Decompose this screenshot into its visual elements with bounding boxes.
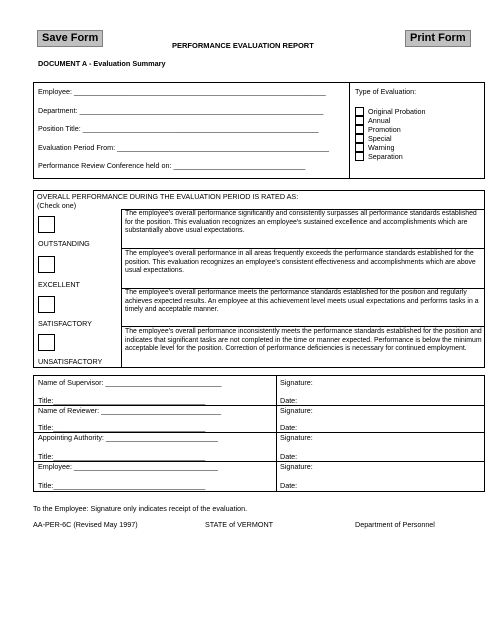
unsatisfactory-checkbox[interactable]	[38, 334, 55, 351]
info-divider	[349, 82, 350, 179]
original-probation-label: Original Probation	[368, 107, 426, 116]
position-title-field[interactable]	[38, 124, 346, 133]
form-number: AA-PER-6C (Revised May 1997)	[33, 520, 138, 529]
rating-row-divider-3	[121, 326, 485, 327]
employee-sign-name-label: Employee:	[38, 462, 72, 471]
review-conference-line: _________________________________	[173, 161, 306, 170]
department-line: _____________________________________________________________	[79, 106, 324, 115]
reviewer-title-line: ______________________________________	[53, 423, 206, 432]
supervisor-name-label: Name of Supervisor:	[38, 378, 104, 387]
supervisor-name-line: _____________________________	[105, 378, 222, 387]
outstanding-checkbox[interactable]	[38, 216, 55, 233]
unsatisfactory-description: The employee's overall performance inconsistently meets the performance standards established for the position and indicates that significant tasks are not completed in the time or manner expected. Performance is below the minimum acceptable level for the position. Correction of performance deficiencies is necessary for continued employment.	[125, 328, 482, 353]
employee-note: To the Employee: Signature only indicates receipt of the evaluation.	[33, 504, 248, 513]
appointing-authority-name-field[interactable]	[38, 433, 274, 442]
position-title-line: ___________________________________________________________	[82, 124, 319, 133]
unsatisfactory-label: UNSATISFACTORY	[38, 357, 103, 366]
supervisor-title-field[interactable]	[38, 396, 274, 405]
employee-label: Employee:	[38, 87, 72, 96]
overall-heading: OVERALL PERFORMANCE DURING THE EVALUATION PERIOD IS RATED AS:	[37, 192, 299, 201]
employee-date-label[interactable]: Date:	[280, 481, 298, 490]
supervisor-signature-label[interactable]: Signature:	[280, 378, 313, 387]
type-of-evaluation-label: Type of Evaluation:	[355, 87, 417, 96]
evaluation-period-line: _____________________________________________________	[117, 143, 329, 152]
save-form-button[interactable]: Save Form	[37, 30, 103, 47]
supervisor-name-field[interactable]	[38, 378, 274, 387]
department-footer-label: Department of Personnel	[355, 520, 435, 529]
page-title: PERFORMANCE EVALUATION REPORT	[172, 41, 314, 50]
employee-name-field[interactable]	[38, 462, 274, 471]
appointing-authority-date-label[interactable]: Date:	[280, 452, 298, 461]
separation-checkbox[interactable]	[355, 152, 364, 161]
supervisor-date-label[interactable]: Date:	[280, 396, 298, 405]
employee-signature-label[interactable]: Signature:	[280, 462, 313, 471]
reviewer-name-line: ______________________________	[101, 406, 222, 415]
state-label: STATE of VERMONT	[205, 520, 274, 529]
check-one-note: (Check one)	[37, 201, 77, 210]
annual-label: Annual	[368, 116, 391, 125]
employee-line: _______________________________________________________________	[73, 87, 326, 96]
annual-checkbox[interactable]	[355, 116, 364, 125]
position-title-label: Position Title:	[38, 124, 81, 133]
warning-label: Warning	[368, 143, 395, 152]
rating-row-divider-1	[121, 248, 485, 249]
promotion-label: Promotion	[368, 125, 401, 134]
excellent-label: EXCELLENT	[38, 280, 80, 289]
special-checkbox[interactable]	[355, 134, 364, 143]
supervisor-title-label: Title:	[38, 396, 54, 405]
employee-title-field[interactable]	[38, 481, 274, 490]
appointing-authority-name-label: Appointing Authority:	[38, 433, 104, 442]
excellent-description: The employee's overall performance in all areas frequently exceeds the performance standards established for the position. This evaluation recognizes an employee's consistent effectiveness and accomplishments which are above usual expectations.	[125, 250, 476, 275]
promotion-checkbox[interactable]	[355, 125, 364, 134]
evaluation-period-label: Evaluation Period From:	[38, 143, 116, 152]
review-conference-label: Performance Review Conference held on:	[38, 161, 172, 170]
appointing-authority-title-field[interactable]	[38, 452, 274, 461]
employee-field[interactable]	[38, 87, 346, 96]
appointing-authority-title-line: ______________________________________	[53, 452, 206, 461]
reviewer-signature-label[interactable]: Signature:	[280, 406, 313, 415]
satisfactory-checkbox[interactable]	[38, 296, 55, 313]
print-form-button[interactable]: Print Form	[405, 30, 471, 47]
appointing-authority-title-label: Title:	[38, 452, 54, 461]
special-label: Special	[368, 134, 392, 143]
warning-checkbox[interactable]	[355, 143, 364, 152]
appointing-authority-name-line: ____________________________	[105, 433, 218, 442]
reviewer-name-label: Name of Reviewer:	[38, 406, 100, 415]
satisfactory-description: The employee's overall performance meets the performance standards established for the position and regularly achieves expected results. An employee at this achievement level meets usual expectations and performs tasks in a timely and acceptable manner.	[125, 289, 479, 314]
department-field[interactable]	[38, 106, 346, 115]
employee-sign-title-line: ______________________________________	[53, 481, 206, 490]
satisfactory-label: SATISFACTORY	[38, 319, 92, 328]
department-label: Department:	[38, 106, 78, 115]
employee-sign-name-line: ____________________________________	[73, 462, 218, 471]
reviewer-date-label[interactable]: Date:	[280, 423, 298, 432]
supervisor-title-line: ______________________________________	[53, 396, 206, 405]
signatures-divider	[276, 375, 277, 492]
outstanding-description: The employee's overall performance significantly and consistently surpasses all performance standards established for the position. This evaluation recognizes an employee's sustained excellence and accomplishments which are substantially above usual expectations.	[125, 210, 477, 235]
reviewer-title-field[interactable]	[38, 423, 274, 432]
appointing-authority-signature-label[interactable]: Signature:	[280, 433, 313, 442]
evaluation-period-field[interactable]	[38, 143, 346, 152]
outstanding-label: OUTSTANDING	[38, 239, 90, 248]
reviewer-name-field[interactable]	[38, 406, 274, 415]
reviewer-title-label: Title:	[38, 423, 54, 432]
review-conference-field[interactable]	[38, 161, 346, 170]
employee-sign-title-label: Title:	[38, 481, 54, 490]
excellent-checkbox[interactable]	[38, 256, 55, 273]
document-subtitle: DOCUMENT A - Evaluation Summary	[38, 59, 166, 68]
original-probation-checkbox[interactable]	[355, 107, 364, 116]
separation-label: Separation	[368, 152, 403, 161]
